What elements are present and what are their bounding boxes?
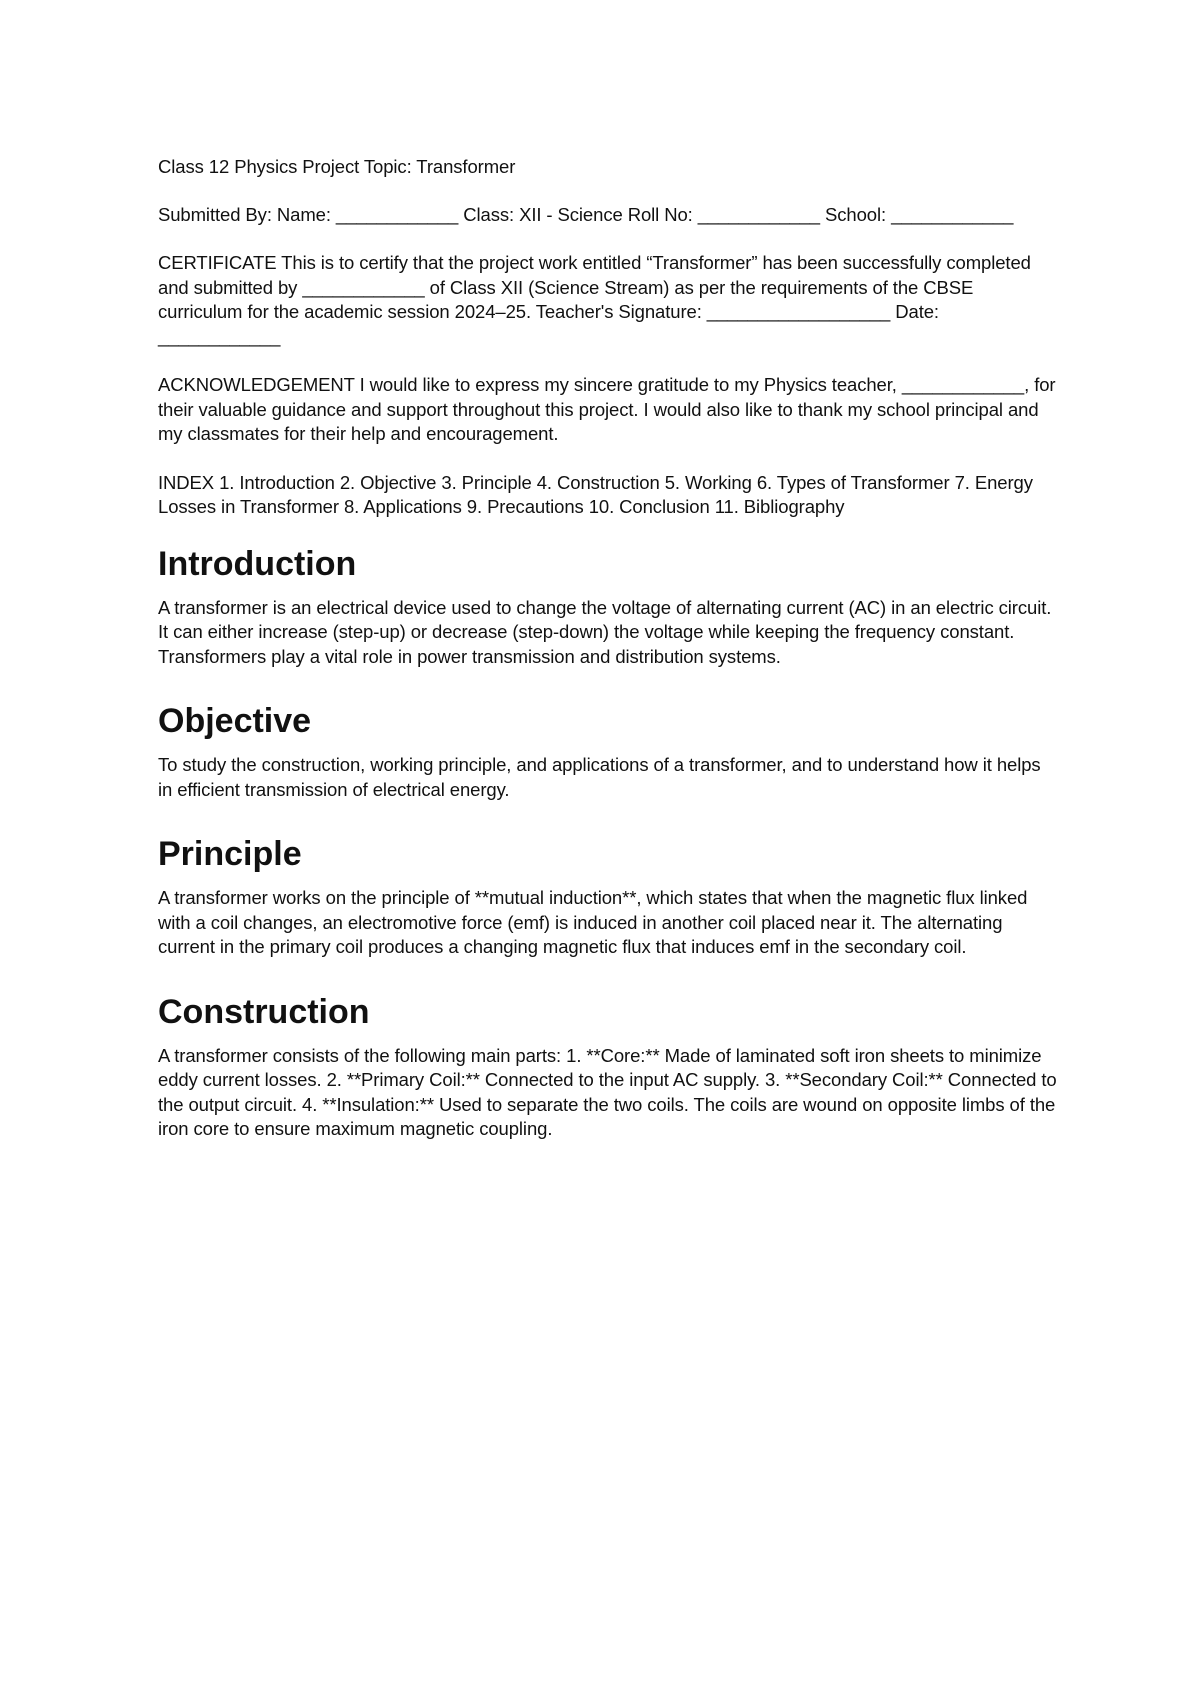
principle-body: A transformer works on the principle of **mutual induction**, which states that when the magnetic flux linked with a coil changes, an electromotive force (emf) is induced in another coil placed near it. The alternating current in the primary coil produces a changing magnetic flux that induces emf in the secondary coil. — [158, 887, 1028, 957]
index-paragraph: INDEX 1. Introduction 2. Objective 3. Principle 4. Construction 5. Working 6. Types of Transformer 7. Energy Losses in Transformer 8. Applications 9. Precautions 10. Conclusion 11. Bibliography — [158, 471, 1033, 517]
document-page — [158, 155, 1058, 1174]
objective-heading: Objective — [158, 702, 312, 740]
introduction-heading: Introduction — [158, 544, 357, 583]
objective-body: To study the construction, working principle, and applications of a transformer, and to understand how it helps in efficient transmission of electrical energy. — [158, 754, 1041, 800]
construction-heading: Construction — [158, 992, 370, 1031]
section-principle — [158, 834, 1058, 960]
acknowledgement-paragraph: ACKNOWLEDGEMENT I would like to express my sincere gratitude to my Physics teacher, ____________, for their valuable guidance and support throughout this project. I would also like to thank my school principal and my classmates for their help and encouragement. — [158, 374, 1056, 444]
section-introduction — [158, 544, 1058, 670]
section-objective — [158, 701, 1058, 802]
submitted-by-line: Submitted By: Name: ____________ Class: XII - Science Roll No: ____________ School: ____________ — [158, 203, 1014, 225]
section-construction — [158, 992, 1058, 1142]
construction-body: A transformer consists of the following main parts: 1. **Core:** Made of laminated soft iron sheets to minimize eddy current losses. 2. **Primary Coil:** Connected to the input AC supply. 3. **Secondary Coil:** Connected to the output circuit. 4. **Insulation:** Used to separate the two coils. The coils are wound on opposite limbs of the iron core to ensure maximum magnetic coupling. — [158, 1044, 1057, 1139]
project-title-line: Class 12 Physics Project Topic: Transformer — [158, 156, 516, 177]
introduction-body: A transformer is an electrical device used to change the voltage of alternating current (AC) in an electric circuit. It can either increase (step-up) or decrease (step-down) the voltage while keeping the frequency constant. Transformers play a vital role in power transmission and distribution systems. — [158, 596, 1052, 667]
principle-heading: Principle — [158, 835, 302, 873]
certificate-paragraph: CERTIFICATE This is to certify that the project work entitled “Transformer” has been successfully completed and submitted by ____________ of Class XII (Science Stream) as per the requirements of the CBSE curriculum for the academic session 2024–25. Teacher's Signature: __________________ Date: ____________ — [158, 252, 1031, 347]
